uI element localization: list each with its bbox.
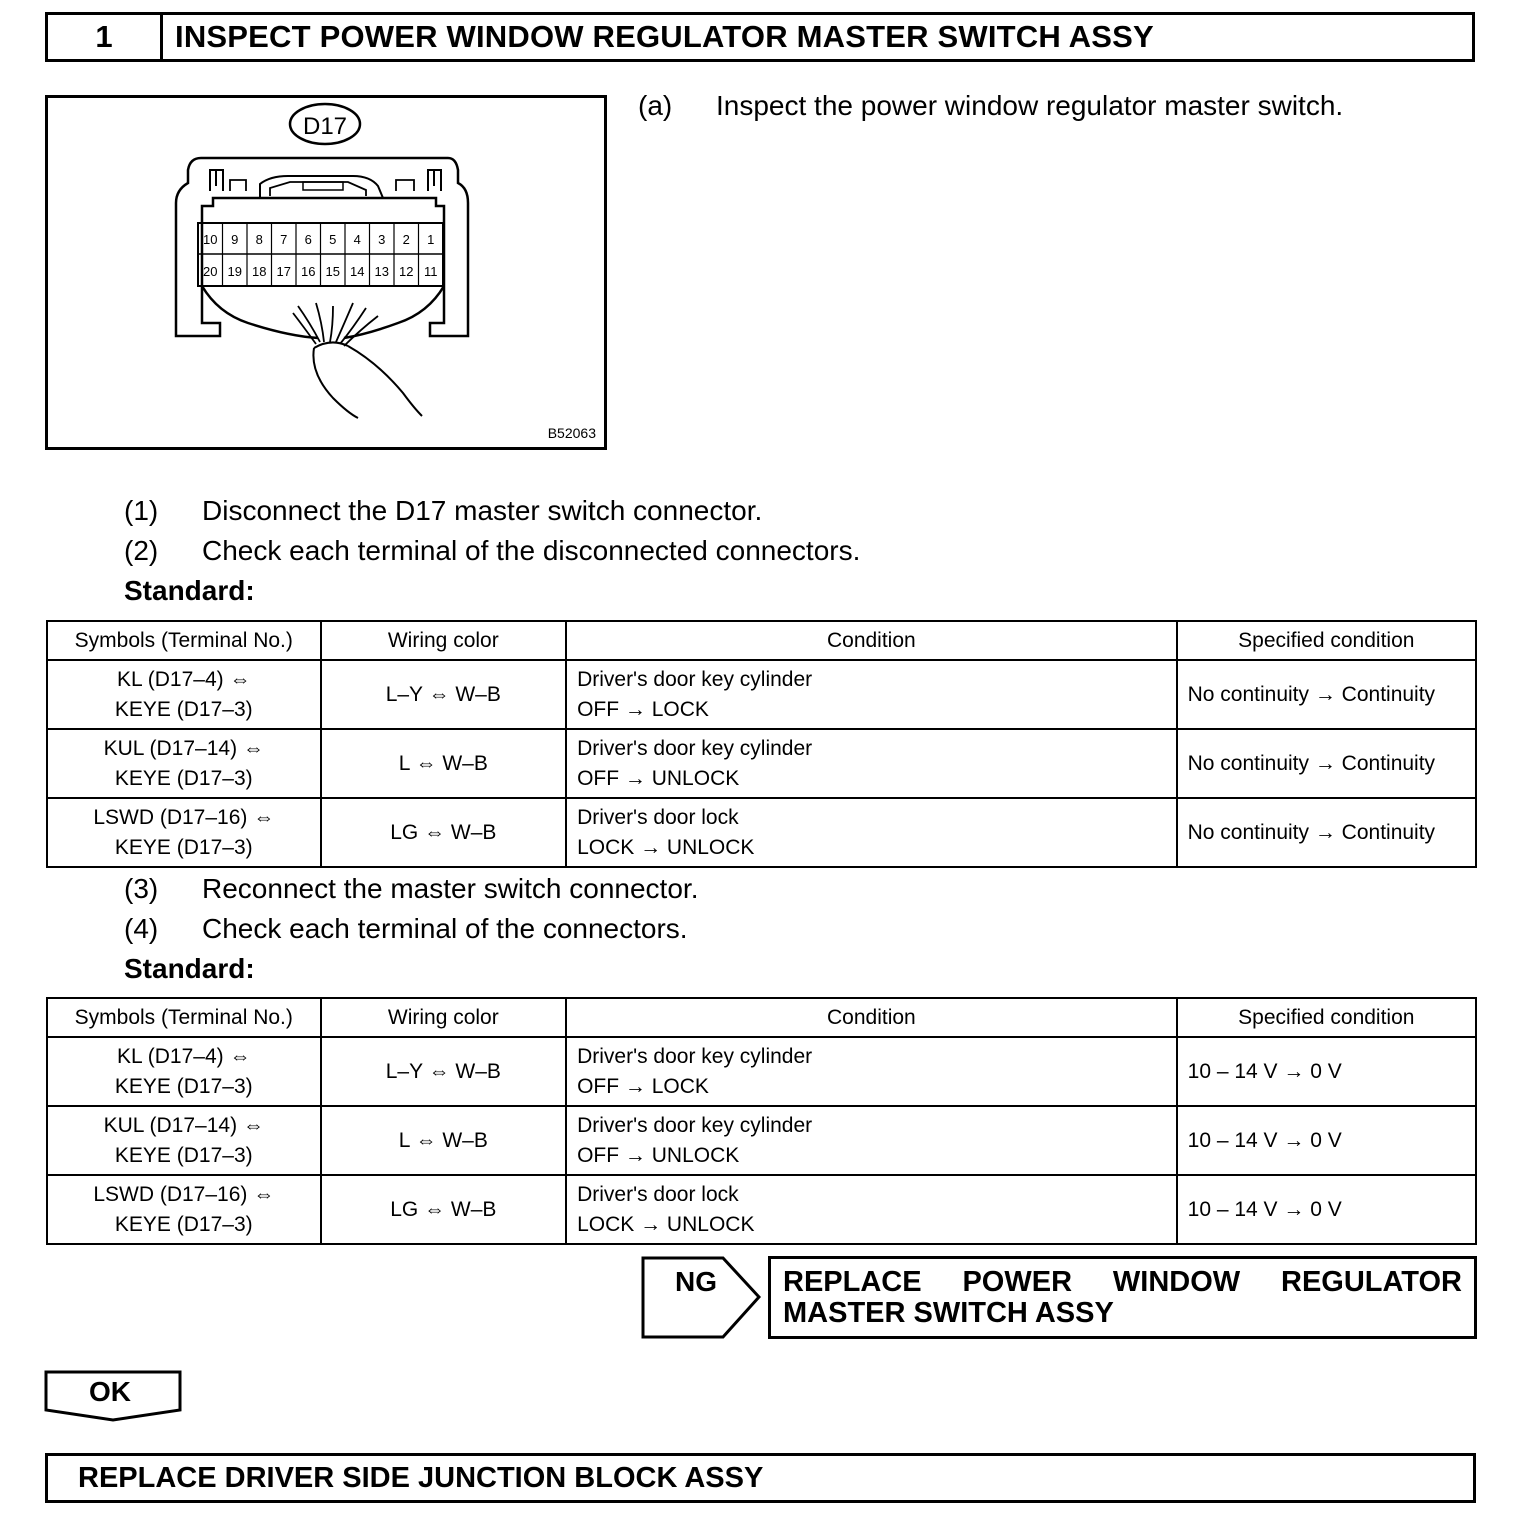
- symbol-line: KEYE (D17–3): [114, 1143, 253, 1167]
- table-header-row: [47, 621, 1476, 660]
- symbol-cell: [47, 1037, 321, 1106]
- condition-cell: [566, 1106, 1177, 1175]
- terminal-number: 6: [304, 232, 312, 247]
- condition-line: Driver's door key cylinder: [577, 667, 813, 691]
- intro-text: Inspect the power window regulator master switch.: [716, 90, 1344, 121]
- condition-cell: [566, 798, 1177, 867]
- step-label: (2): [124, 535, 159, 566]
- wiring-cell: L–Y ⇔ W–B: [321, 1037, 567, 1106]
- ng-label: NG: [675, 1266, 717, 1297]
- symbol-cell: [47, 798, 321, 867]
- terminal-number: 17: [276, 264, 291, 279]
- symbol-cell: [47, 729, 321, 798]
- terminal-number: 20: [203, 264, 218, 279]
- intro-label: (a): [638, 90, 673, 121]
- table-header: Symbols (Terminal No.): [47, 998, 321, 1037]
- terminal-number: 12: [399, 264, 414, 279]
- symbol-line: KEYE (D17–3): [114, 697, 253, 721]
- symbol-line: KEYE (D17–3): [114, 766, 253, 790]
- final-action-text: REPLACE DRIVER SIDE JUNCTION BLOCK ASSY: [78, 1461, 764, 1494]
- wiring-cell: L ⇔ W–B: [321, 1106, 567, 1175]
- ng-action-box: [768, 1256, 1477, 1339]
- symbol-cell: [47, 1106, 321, 1175]
- terminal-number: 5: [329, 232, 337, 247]
- connector-figure: [45, 95, 607, 450]
- step-number: 1: [48, 15, 163, 59]
- symbol-line: KEYE (D17–3): [114, 1074, 253, 1098]
- final-action-box: [45, 1453, 1476, 1503]
- terminal-number: 9: [231, 232, 239, 247]
- step-line: [124, 495, 762, 527]
- specified-condition-cell: No continuity → Continuity: [1177, 660, 1476, 729]
- step-header: [45, 12, 1475, 62]
- symbol-cell: [47, 660, 321, 729]
- wiring-cell: L ⇔ W–B: [321, 729, 567, 798]
- table-header: Wiring color: [321, 998, 567, 1037]
- terminal-number: 18: [252, 264, 267, 279]
- specified-condition-cell: No continuity → Continuity: [1177, 729, 1476, 798]
- condition-line: OFF → LOCK: [577, 697, 709, 721]
- symbol-line: KEYE (D17–3): [114, 1212, 253, 1236]
- terminal-number: 4: [353, 232, 361, 247]
- terminal-number: 3: [378, 232, 386, 247]
- condition-line: OFF → UNLOCK: [577, 766, 740, 790]
- spec-table-voltage: [46, 997, 1477, 1245]
- symbol-line: KL (D17–4) ⇔: [117, 667, 251, 691]
- condition-line: Driver's door key cylinder: [577, 1113, 813, 1137]
- ng-action-word: WINDOW: [1112, 1266, 1241, 1298]
- table-row: [47, 1106, 1476, 1175]
- step-text: Reconnect the master switch connector.: [202, 873, 699, 904]
- connector-illustration: [48, 98, 604, 447]
- condition-line: Driver's door key cylinder: [577, 736, 813, 760]
- wiring-cell: L–Y ⇔ W–B: [321, 660, 567, 729]
- standard-label: Standard:: [124, 953, 255, 984]
- table-header-row: [47, 998, 1476, 1037]
- intro-line: [638, 90, 1343, 122]
- condition-line: LOCK → UNLOCK: [577, 835, 755, 859]
- condition-cell: [566, 660, 1177, 729]
- condition-line: Driver's door lock: [577, 1182, 739, 1206]
- symbol-line: KUL (D17–14) ⇔: [103, 1113, 264, 1137]
- step-line: [124, 913, 688, 945]
- table-header: Specified condition: [1177, 998, 1476, 1037]
- table-row: [47, 729, 1476, 798]
- connector-label: D17: [302, 113, 348, 140]
- table-header: Wiring color: [321, 621, 567, 660]
- condition-line: LOCK → UNLOCK: [577, 1212, 755, 1236]
- condition-line: OFF → UNLOCK: [577, 1143, 740, 1167]
- symbol-cell: [47, 1175, 321, 1244]
- terminal-number: 14: [350, 264, 365, 279]
- terminal-number: 16: [301, 264, 316, 279]
- step-label: (1): [124, 495, 159, 526]
- terminal-number: 19: [227, 264, 242, 279]
- step-label: (3): [124, 873, 159, 904]
- table-header: Symbols (Terminal No.): [47, 621, 321, 660]
- condition-line: Driver's door key cylinder: [577, 1044, 813, 1068]
- terminal-number: 13: [374, 264, 389, 279]
- table-row: [47, 798, 1476, 867]
- symbol-line: KEYE (D17–3): [114, 835, 253, 859]
- terminal-number: 2: [402, 232, 410, 247]
- terminal-number: 15: [325, 264, 340, 279]
- step-text: Check each terminal of the disconnected connectors.: [202, 535, 861, 566]
- step-text: Disconnect the D17 master switch connector.: [202, 495, 763, 526]
- terminal-number: 8: [255, 232, 263, 247]
- specified-condition-cell: 10 – 14 V → 0 V: [1177, 1106, 1476, 1175]
- condition-cell: [566, 729, 1177, 798]
- terminal-number: 10: [203, 232, 218, 247]
- table-row: [47, 660, 1476, 729]
- step-title: INSPECT POWER WINDOW REGULATOR MASTER SWITCH ASSY: [175, 19, 1154, 54]
- ng-action-line1: [783, 1267, 1462, 1298]
- specified-condition-cell: No continuity → Continuity: [1177, 798, 1476, 867]
- table-header: Specified condition: [1177, 621, 1476, 660]
- ok-result-arrow: [44, 1370, 182, 1422]
- condition-line: Driver's door lock: [577, 805, 739, 829]
- ok-label: OK: [89, 1376, 131, 1407]
- table-row: [47, 1175, 1476, 1244]
- step-line: [124, 535, 860, 567]
- terminal-number: 1: [427, 232, 435, 247]
- ng-result-arrow: [641, 1256, 761, 1339]
- ng-action-word: REPLACE: [783, 1266, 922, 1298]
- symbol-line: LSWD (D17–16) ⇔: [93, 805, 275, 829]
- ng-action-word: POWER: [962, 1266, 1073, 1298]
- step-text: Check each terminal of the connectors.: [202, 913, 688, 944]
- ng-action-word: REGULATOR: [1281, 1266, 1462, 1298]
- terminal-number: 11: [424, 264, 438, 279]
- condition-cell: [566, 1037, 1177, 1106]
- table-header: Condition: [566, 621, 1177, 660]
- wiring-cell: LG ⇔ W–B: [321, 1175, 567, 1244]
- table-header: Condition: [566, 998, 1177, 1037]
- condition-line: OFF → LOCK: [577, 1074, 709, 1098]
- condition-cell: [566, 1175, 1177, 1244]
- symbol-line: KUL (D17–14) ⇔: [103, 736, 264, 760]
- terminal-number: 7: [280, 232, 288, 247]
- specified-condition-cell: 10 – 14 V → 0 V: [1177, 1037, 1476, 1106]
- step-label: (4): [124, 913, 159, 944]
- figure-code: B52063: [547, 425, 596, 441]
- standard-label: Standard:: [124, 575, 255, 606]
- table-row: [47, 1037, 1476, 1106]
- symbol-line: LSWD (D17–16) ⇔: [93, 1182, 275, 1206]
- specified-condition-cell: 10 – 14 V → 0 V: [1177, 1175, 1476, 1244]
- ng-action-line2: MASTER SWITCH ASSY: [783, 1297, 1114, 1329]
- wiring-cell: LG ⇔ W–B: [321, 798, 567, 867]
- symbol-line: KL (D17–4) ⇔: [117, 1044, 251, 1068]
- spec-table-continuity: [46, 620, 1477, 868]
- step-line: [124, 873, 698, 905]
